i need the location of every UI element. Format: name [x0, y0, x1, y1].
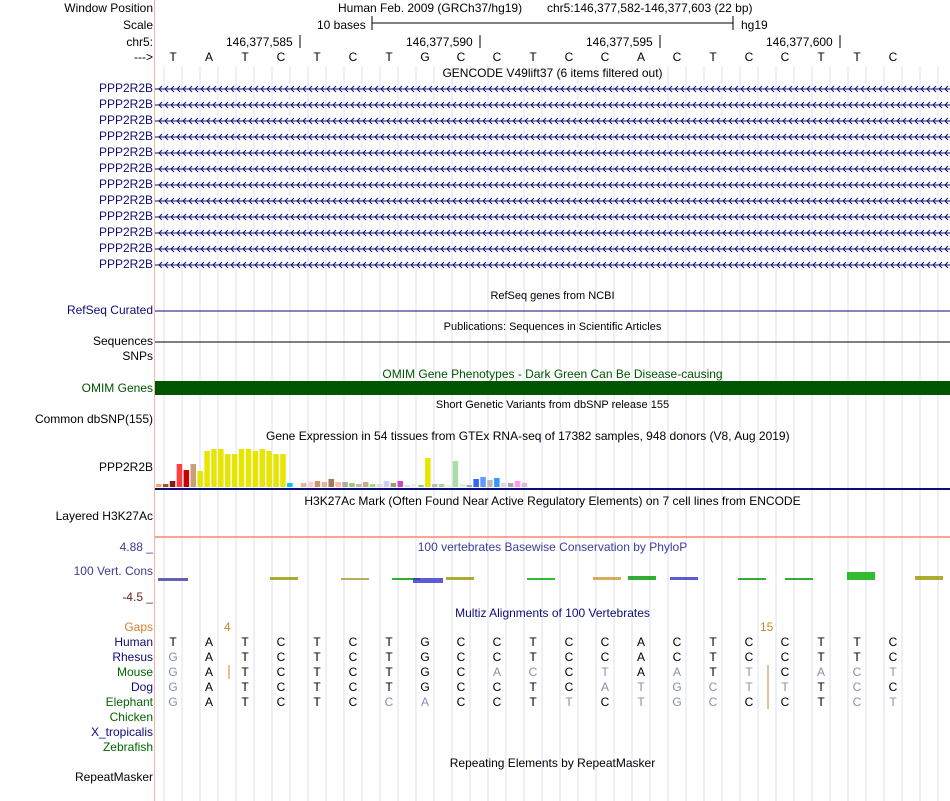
ruler-tick-label: 146,377,600 — [766, 35, 833, 49]
alignment-base: T — [565, 695, 573, 709]
alignment-base: T — [601, 665, 609, 679]
gtex-tissue-bar — [225, 454, 231, 487]
position-text: chr5:146,377,582-146,377,603 (22 bp) — [547, 1, 753, 15]
sequence-base: T — [853, 50, 861, 64]
phylop-glyph — [593, 577, 621, 580]
alignment-base: A — [204, 665, 213, 679]
gtex-tissue-bar — [487, 480, 493, 487]
publications-title[interactable]: Publications: Sequences in Scientific Articles — [443, 321, 662, 333]
species-label[interactable]: X_tropicalis — [90, 725, 153, 739]
phylop-glyph — [670, 577, 698, 580]
alignment-base: T — [745, 665, 753, 679]
sequence-base: T — [385, 50, 393, 64]
alignment-base: C — [708, 680, 718, 694]
alignment-base: C — [492, 650, 502, 664]
alignment-base: C — [276, 665, 286, 679]
alignment-base: A — [636, 650, 645, 664]
alignment-base: T — [817, 680, 825, 694]
alignment-base: C — [492, 635, 502, 649]
gtex-tissue-bar — [467, 485, 473, 487]
h3k27ac-title[interactable]: H3K27Ac Mark (Often Found Near Active Regulatory Elements) on 7 cell lines from ENCODE — [304, 494, 801, 508]
alignment-base: A — [204, 635, 213, 649]
gtex-tissue-bar — [439, 484, 445, 487]
dbsnp-title[interactable]: Short Genetic Variants from dbSNP release 155 — [435, 399, 670, 411]
phylop-glyph — [847, 572, 875, 580]
alignment-base: T — [637, 695, 645, 709]
sequence-base: T — [817, 50, 825, 64]
window-position-label: Window Position — [64, 1, 153, 15]
alignment-base: T — [817, 695, 825, 709]
alignment-base: C — [348, 635, 358, 649]
alignment-base: T — [385, 680, 393, 694]
alignment-base: T — [241, 680, 249, 694]
gtex-tissue-bar — [260, 449, 266, 487]
species-label[interactable]: Human — [114, 635, 153, 649]
alignment-base: T — [241, 665, 249, 679]
alignment-base: C — [672, 635, 682, 649]
alignment-base: G — [420, 680, 430, 694]
gtex-tissue-bar — [453, 461, 459, 487]
phylop-glyph — [341, 578, 369, 580]
alignment-base: T — [313, 635, 321, 649]
gtex-tissue-bar — [404, 485, 410, 487]
cons-label[interactable]: 100 Vert. Cons — [73, 564, 153, 578]
multiz-title[interactable]: Multiz Alignments of 100 Vertebrates — [455, 606, 650, 620]
gencode-row-label[interactable]: PPP2R2B — [98, 81, 153, 95]
alignment-base: G — [168, 695, 178, 709]
alignment-base: C — [456, 665, 466, 679]
gtex-tissue-bar — [384, 481, 390, 487]
sequence-base: C — [456, 50, 466, 64]
alignment-base: T — [313, 680, 321, 694]
alignment-base: T — [853, 635, 861, 649]
gtex-tissue-bar — [501, 483, 507, 487]
gtex-tissue-bar — [411, 484, 417, 487]
gencode-row-label[interactable]: PPP2R2B — [98, 129, 153, 143]
alignment-base: C — [564, 650, 574, 664]
gtex-tissue-bar — [494, 478, 500, 487]
species-label[interactable]: Mouse — [116, 665, 153, 679]
gtex-tissue-bar — [156, 484, 162, 487]
track-panel[interactable] — [155, 0, 950, 801]
gtex-tissue-bar — [473, 479, 479, 487]
alignment-base: A — [636, 665, 645, 679]
alignment-base: T — [817, 635, 825, 649]
alignment-base: T — [889, 665, 897, 679]
alignment-base: T — [709, 635, 717, 649]
alignment-base: C — [564, 635, 574, 649]
gtex-tissue-bar — [515, 481, 521, 487]
gencode-row-label[interactable]: PPP2R2B — [98, 113, 153, 127]
sequence-base: A — [636, 50, 645, 64]
alignment-base: C — [348, 680, 358, 694]
alignment-base: A — [204, 680, 213, 694]
alignment-base: C — [780, 695, 790, 709]
phylop-title[interactable]: 100 vertebrates Basewise Conservation by PhyloP — [417, 540, 688, 554]
ruler-tick-label: 146,377,590 — [406, 35, 473, 49]
alignment-base: T — [241, 635, 249, 649]
sequence-base: C — [492, 50, 502, 64]
assembly-text: Human Feb. 2009 (GRCh37/hg19) — [338, 1, 523, 15]
gtex-tissue-bar — [301, 483, 307, 487]
alignment-base: C — [780, 650, 790, 664]
alignment-base: C — [600, 635, 610, 649]
alignment-base: T — [745, 680, 753, 694]
gtex-tissue-bar — [204, 451, 210, 487]
phylop-glyph — [915, 576, 943, 580]
alignment-base: C — [492, 695, 502, 709]
gtex-tissue-bar — [197, 471, 203, 487]
gencode-row-label[interactable]: PPP2R2B — [98, 225, 153, 239]
alignment-base: C — [384, 695, 394, 709]
gtex-tissue-bar — [356, 484, 362, 487]
omim-title[interactable]: OMIM Gene Phenotypes - Dark Green Can Be Disease-causing — [382, 367, 723, 381]
gtex-tissue-bar — [273, 454, 279, 487]
alignment-base: C — [456, 635, 466, 649]
phylop-glyph — [446, 577, 474, 580]
gtex-tissue-bar — [266, 451, 272, 487]
gtex-tissue-bar — [363, 482, 369, 487]
strand-label: ---> — [134, 50, 153, 64]
alignment-base: C — [852, 665, 862, 679]
phylop-glyph — [270, 577, 298, 580]
alignment-base: C — [348, 695, 358, 709]
alignment-base: G — [168, 650, 178, 664]
alignment-base: G — [420, 635, 430, 649]
alignment-base: G — [672, 695, 682, 709]
sequence-base: T — [709, 50, 717, 64]
gencode-row-label[interactable]: PPP2R2B — [98, 257, 153, 271]
gtex-tissue-bar — [398, 481, 404, 487]
alignment-base: T — [781, 680, 789, 694]
alignment-base: C — [888, 650, 898, 664]
gtex-tissue-bar — [349, 483, 355, 487]
refseq-label[interactable]: RefSeq Curated — [66, 303, 153, 317]
sequence-base: G — [420, 50, 430, 64]
gencode-row-label[interactable]: PPP2R2B — [98, 97, 153, 111]
phylop-glyph — [158, 578, 188, 581]
gtex-tissue-bar — [432, 484, 438, 487]
gtex-tissue-bar — [391, 483, 397, 487]
gtex-tissue-bar — [335, 482, 341, 487]
sequence-base: C — [276, 50, 286, 64]
sequence-base: T — [169, 50, 177, 64]
sequence-base: T — [241, 50, 249, 64]
chrom-label: chr5: — [126, 35, 153, 49]
sequence-base: C — [564, 50, 574, 64]
gtex-tissue-bar — [232, 454, 238, 487]
sequences-label[interactable]: Sequences — [92, 334, 153, 348]
alignment-base: T — [817, 650, 825, 664]
alignment-base: C — [456, 680, 466, 694]
refseq-title[interactable]: RefSeq genes from NCBI — [490, 290, 615, 302]
gtex-tissue-bar — [177, 464, 183, 487]
phylop-glyph — [413, 578, 443, 583]
scale-bar-label: 10 bases — [317, 18, 366, 32]
cons-min-label: -4.5 _ — [122, 590, 153, 604]
alignment-base: T — [529, 695, 537, 709]
gencode-row-label[interactable]: PPP2R2B — [98, 241, 153, 255]
alignment-base: C — [852, 680, 862, 694]
alignment-base: C — [528, 665, 538, 679]
gtex-tissue-bar — [425, 458, 431, 487]
gtex-tissue-bar — [522, 483, 528, 487]
alignment-base: C — [348, 665, 358, 679]
alignment-base: T — [385, 665, 393, 679]
alignment-base: C — [744, 650, 754, 664]
alignment-base: G — [672, 680, 682, 694]
track-labels — [0, 0, 153, 801]
alignment-base: C — [600, 650, 610, 664]
alignment-base: C — [564, 665, 574, 679]
alignment-base: T — [385, 635, 393, 649]
gtex-tissue-bar — [184, 470, 190, 487]
alignment-base: T — [637, 680, 645, 694]
species-label[interactable]: Chicken — [109, 710, 153, 724]
snps-label[interactable]: SNPs — [122, 349, 153, 363]
alignment-base: T — [889, 695, 897, 709]
gencode-row-label[interactable]: PPP2R2B — [98, 145, 153, 159]
gencode-title[interactable]: GENCODE V49lift37 (6 items filtered out) — [442, 66, 663, 80]
alignment-base: T — [853, 650, 861, 664]
sequence-base: T — [313, 50, 321, 64]
alignment-base: C — [276, 695, 286, 709]
alignment-base: G — [168, 680, 178, 694]
alignment-base: C — [780, 635, 790, 649]
alignment-base: C — [888, 635, 898, 649]
gtex-tissue-bar — [239, 449, 245, 487]
alignment-base: T — [709, 650, 717, 664]
gtex-tissue-bar — [280, 454, 286, 487]
phylop-glyph — [527, 578, 555, 580]
alignment-base: T — [169, 635, 177, 649]
alignment-base: A — [816, 665, 825, 679]
gtex-tissue-bar — [480, 477, 486, 487]
alignment-base: C — [600, 695, 610, 709]
alignment-base: T — [529, 650, 537, 664]
gtex-tissue-bar — [460, 484, 466, 487]
gencode-row-label[interactable]: PPP2R2B — [98, 161, 153, 175]
gap-count-4: 4 — [224, 620, 231, 634]
phylop-glyph — [738, 578, 766, 580]
repeatmasker-label[interactable]: RepeatMasker — [74, 770, 153, 784]
species-label[interactable]: Dog — [130, 680, 153, 694]
alignment-base: A — [420, 695, 429, 709]
species-label[interactable]: Elephant — [105, 695, 153, 709]
sequence-base: C — [600, 50, 610, 64]
gtex-tissue-bar — [315, 481, 321, 487]
alignment-base: A — [636, 635, 645, 649]
alignment-base: T — [313, 695, 321, 709]
cons-max-label: 4.88 _ — [119, 540, 153, 554]
alignment-base: C — [672, 650, 682, 664]
gtex-tissue-bar — [342, 482, 348, 487]
gtex-tissue-bar — [329, 479, 335, 487]
alignment-base: C — [492, 680, 502, 694]
gtex-tissue-bar — [446, 485, 452, 487]
dbsnp-label[interactable]: Common dbSNP(155) — [34, 412, 153, 426]
alignment-base: T — [385, 650, 393, 664]
alignment-base: C — [348, 650, 358, 664]
species-label[interactable]: Zebrafish — [102, 740, 153, 754]
alignment-base: A — [600, 680, 609, 694]
sequence-base: C — [780, 50, 790, 64]
gtex-tissue-bar — [287, 483, 293, 487]
gtex-tissue-bar — [170, 481, 176, 487]
alignment-base: T — [529, 635, 537, 649]
sequence-base: C — [744, 50, 754, 64]
alignment-base: C — [276, 650, 286, 664]
alignment-base: T — [241, 650, 249, 664]
gtex-tissue-bar — [370, 484, 376, 487]
alignment-base: C — [564, 680, 574, 694]
repeatmasker-title[interactable]: Repeating Elements by RepeatMasker — [449, 756, 656, 770]
gencode-row-label[interactable]: PPP2R2B — [98, 209, 153, 223]
gtex-title[interactable]: Gene Expression in 54 tissues from GTEx RNA-seq of 17382 samples, 948 donors (V8, Aug 2019) — [266, 429, 790, 443]
sequence-base: C — [888, 50, 898, 64]
alignment-base: C — [780, 665, 790, 679]
gtex-tissue-bar — [377, 484, 383, 487]
alignment-base: C — [852, 695, 862, 709]
alignment-base: C — [744, 695, 754, 709]
alignment-base: C — [744, 635, 754, 649]
alignment-base: C — [276, 680, 286, 694]
alignment-base: G — [420, 665, 430, 679]
gtex-tissue-bar — [418, 485, 424, 487]
scale-db-label: hg19 — [741, 18, 768, 32]
alignment-base: A — [492, 665, 501, 679]
phylop-glyph — [628, 576, 656, 580]
gtex-tissue-bar — [218, 449, 224, 487]
alignment-base: A — [204, 695, 213, 709]
h3k27ac-label[interactable]: Layered H3K27Ac — [55, 509, 153, 523]
gtex-tissue-bar — [508, 483, 514, 487]
alignment-base: A — [204, 650, 213, 664]
alignment-base: C — [708, 695, 718, 709]
species-label[interactable]: Rhesus — [112, 650, 153, 664]
gencode-row-label[interactable]: PPP2R2B — [98, 177, 153, 191]
gtex-tissue-bar — [246, 449, 252, 487]
gtex-tissue-bar — [253, 451, 259, 487]
gtex-label[interactable]: PPP2R2B — [98, 460, 153, 474]
alignment-base: T — [313, 650, 321, 664]
gencode-row-label[interactable]: PPP2R2B — [98, 193, 153, 207]
gtex-tissue-bar — [322, 482, 328, 487]
gtex-tissue-bar — [163, 484, 169, 487]
alignment-base: A — [672, 665, 681, 679]
gtex-tissue-bar — [191, 464, 197, 487]
gtex-tissue-bar — [308, 482, 314, 487]
alignment-base: T — [529, 680, 537, 694]
gap-count-15: 15 — [760, 620, 774, 634]
alignment-base: G — [168, 665, 178, 679]
sequence-base: T — [529, 50, 537, 64]
omim-label[interactable]: OMIM Genes — [81, 381, 153, 395]
gaps-label: Gaps — [124, 620, 153, 634]
alignment-base: G — [420, 650, 430, 664]
scale-label: Scale — [122, 18, 153, 32]
alignment-base: T — [241, 695, 249, 709]
gtex-tissue-bar — [211, 449, 217, 487]
alignment-base: C — [276, 635, 286, 649]
sequence-base: C — [672, 50, 682, 64]
alignment-base: T — [709, 665, 717, 679]
ruler-tick-label: 146,377,595 — [586, 35, 653, 49]
alignment-base: C — [456, 695, 466, 709]
ruler-tick-label: 146,377,585 — [226, 35, 293, 49]
phylop-glyph — [785, 578, 813, 580]
sequence-base: A — [204, 50, 213, 64]
alignment-base: C — [888, 680, 898, 694]
sequence-base: C — [348, 50, 358, 64]
alignment-base: T — [313, 665, 321, 679]
alignment-base: C — [456, 650, 466, 664]
omim-bar — [155, 381, 950, 395]
